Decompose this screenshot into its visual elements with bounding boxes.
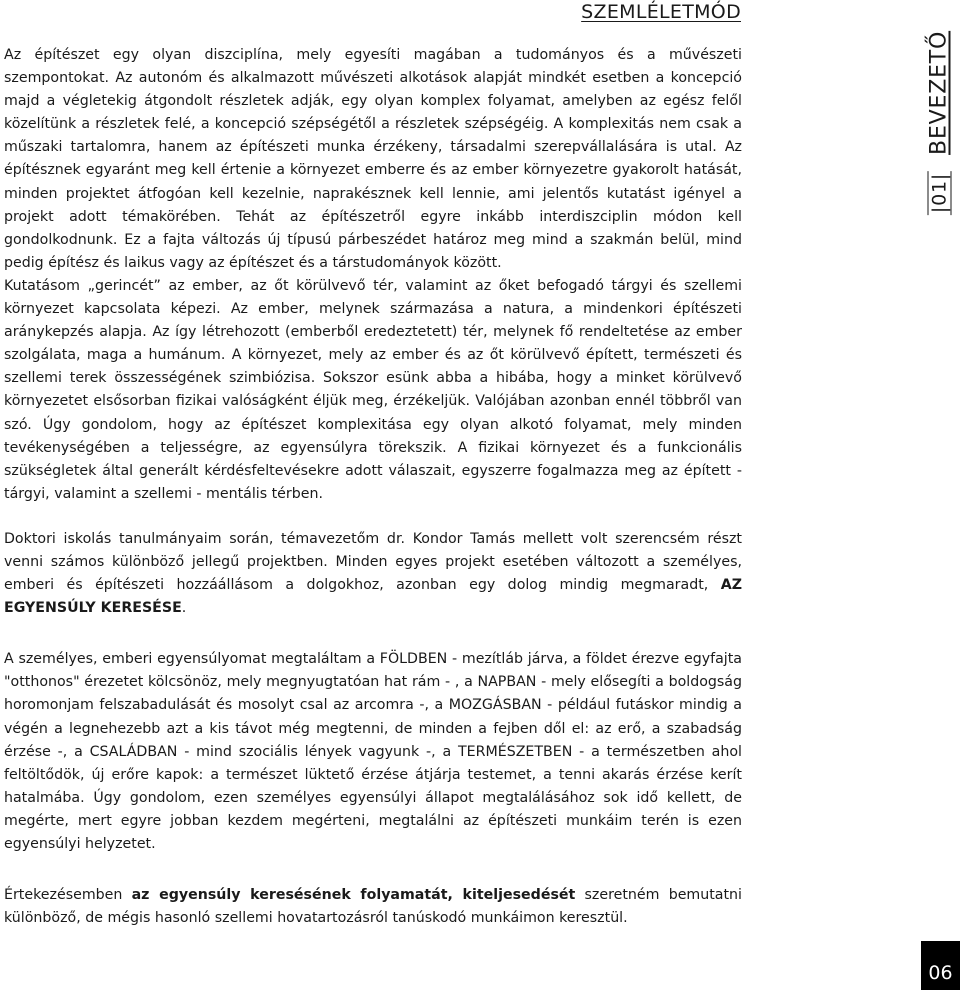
paragraph-doctoral (4, 528, 742, 620)
page-number: 06 (928, 962, 953, 984)
paragraph-intro: Az építészet egy olyan diszciplína, mely egyesíti magában a tudományos és a művészeti szempontokat. Az autonóm és alkalmazott művészeti alkotások alapját mindkét esetben a koncepció majd a végletekig átgondolt részletek adják, egy olyan komplex folyamat, amelyben az egész felől közelítünk a részletek felé, a koncepció szépségétől a részletek szépségéig. A komplexitás nem csak a műszaki tartalomra, hanem az építészeti munka érzékeny, társadalmi szerepvállalására is utal. Az építésznek egyaránt meg kell értenie a környezet emberre és az ember környezetre gyakorolt hatását, minden projektet átfogóan kell kezelnie, naprakésznek kell lennie, ami jelentős kutatást igényel a projekt adott témakörében. Tehát az építészetről egyre inkább interdiszciplin módon kell gondolkodnunk. Ez a fajta változás új típusú párbeszédet határoz meg mind a szakmán belül, mind pedig építész és laikus vagy az építészet és a társtudományok között. (4, 47, 742, 271)
paragraph-research: Kutatásom „gerincét” az ember, az őt körülvevő tér, valamint az őket befogadó tárgyi és szellemi környezet kapcsolata képezi. Az ember, melynek származása a natura, a mindenkori építészeti aránykepzés alapja. Az így létrehozott (emberből eredeztetett) tér, melynek fő rendeltetése az ember szolgálata, maga a humánum. A környezet, mely az ember és az őt körülvevő épített, természeti és szellemi terek összességének szimbiózisa. Sokszor esünk abba a hibába, hogy a minket körülvevő környezetet elsősorban fizikai valóságként éljük meg, érzékeljük. Valójában azonban ennél többről van szó. Úgy gondolom, hogy az építészet komplexitása egy olyan alkotó folyamat, mely minden tevékenységében a teljességre, az egyensúlyra törekszik. A fizikai környezet és a funkcionális szükségletek által generált kérdésfeltevésekre adott válaszait, egyszerre fogalmazza meg az épített - tárgyi, valamint a szellemi - mentális térben. (4, 277, 742, 502)
paragraph-final-text: Értekezésemben (4, 887, 132, 904)
page-header-title: SZEMLÉLETMÓD (581, 1, 741, 23)
balance-search-emphasis: AZ EGYENSÚLY KERESÉSE (4, 577, 742, 617)
paragraph-balance: A személyes, emberi egyensúlyomat megtaláltam a FÖLDBEN - mezítláb járva, a földet érezve egyfajta "otthonos" érezetet kölcsönöz, mely megnyugtatóan hat rám - , a NAPBAN - mely elősegíti a boldogság horomonjam felszabadulását és mosolyt csal az arcomra -, a MOZGÁSBAN - például futáskor mindig a végén a legnehezebb azt a kis távot még megtenni, de minden a fejben dől el: az erő, a szabadság érzése -, a CSALÁDBAN - mind szociális lények vagyunk -, a TERMÉSZETBEN - a természetben ahol feltöltődök, új erőre kapok: a természet lüktető érzése átjárja testemet, a tenni akarás érzése kerít hatalmába. Úgy gondolom, ezen személyes egyensúlyi állapot megtalálásához sok idő kellett, de megérte, mert egyre jobban kezdem megérteni, megtalálni az építészeti munkáim terén is ezen egyensúlyi helyzetet. (4, 651, 742, 852)
process-emphasis: az egyensúly keresésének folyamatát, kiteljesedését (131, 887, 576, 904)
body-text (4, 44, 742, 930)
page-number-box (921, 941, 960, 990)
paragraph-final (4, 884, 742, 930)
chapter-sidebar (921, 18, 957, 228)
paragraph-doctoral-text: Doktori iskolás tanulmányaim során, témavezetőm dr. Kondor Tamás mellett volt szerencsém részt venni számos különböző jellegű projektben. Minden egyes projekt esetében változott a személyes, emberi és építészeti hozzáállásom a dolgokhoz, azonban egy dolog mindig megmaradt, (4, 530, 742, 594)
chapter-title: BEVEZETŐ (926, 30, 952, 155)
chapter-number: |01| (928, 172, 950, 214)
chapter-label (927, 31, 952, 215)
paragraph-doctoral-end: . (181, 600, 187, 617)
paragraph-final-end: szeretném bemutatni különböző, de mégis hasonló szellemi hovatartozásról tanúskodó munkáimon keresztül. (4, 887, 742, 927)
